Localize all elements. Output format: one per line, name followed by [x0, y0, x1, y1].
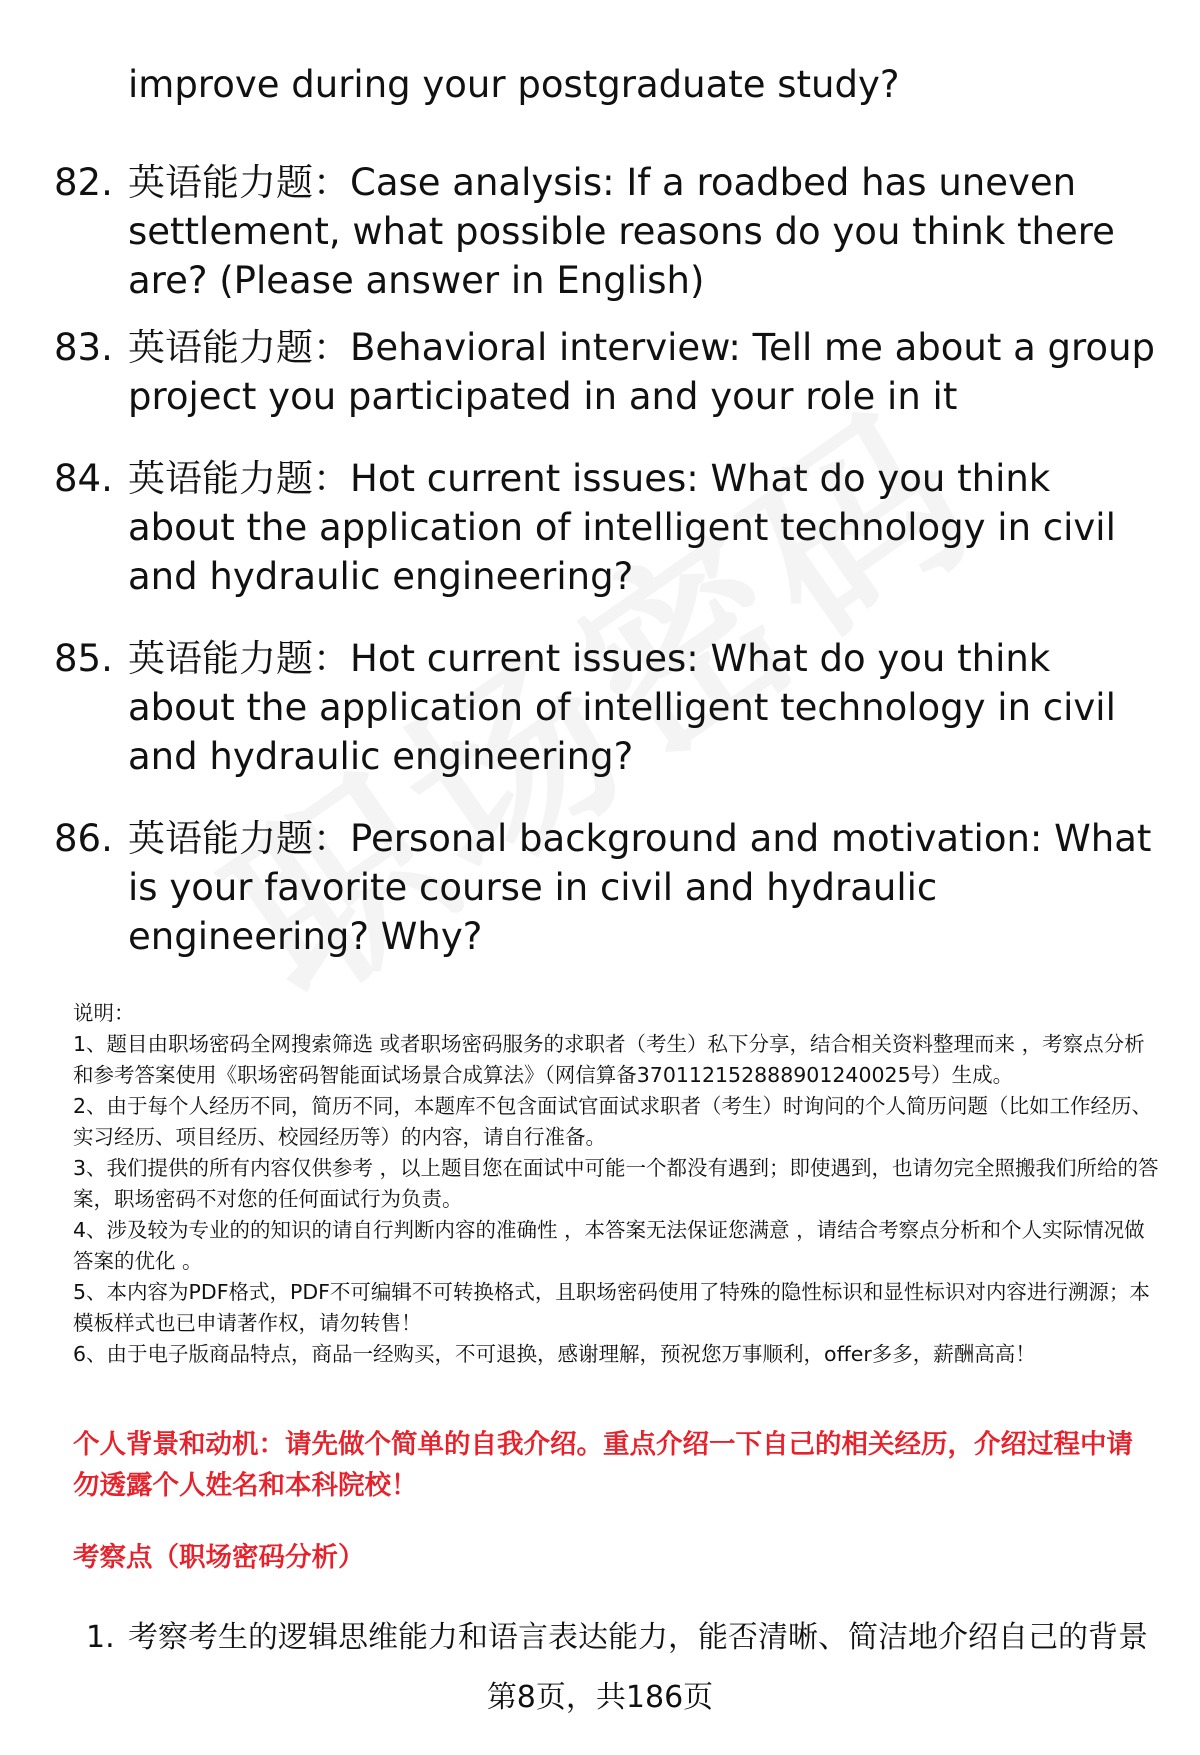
question-continued-text: improve during your postgraduate study? — [128, 63, 900, 106]
question-number: 86. — [54, 817, 113, 860]
notes-item: 5、本内容为PDF格式，PDF不可编辑不可转换格式，且职场密码使用了特殊的隐性标识和显性标识对内容进行溯源；本模板样式也已申请著作权，请勿转售！ — [73, 1280, 1150, 1335]
analysis-point-number: 1. — [86, 1620, 115, 1655]
analysis-title: 考察点（职场密码分析） — [73, 1542, 365, 1573]
notes-item: 1、题目由职场密码全网搜索筛选 或者职场密码服务的求职者（考生）私下分享，结合相关资料整理而来 ，考察点分析和参考答案使用《职场密码智能面试场景合成算法》（网信算备370112152888901240025号）生成。 — [73, 1032, 1145, 1087]
question-number: 83. — [54, 326, 113, 369]
section-heading: 个人背景和动机：请先做个简单的自我介绍。重点介绍一下自己的相关经历，介绍过程中请勿透露个人姓名和本科院校！ — [73, 1429, 1133, 1501]
notes-item: 2、由于每个人经历不同，简历不同，本题库不包含面试官面试求职者（考生）时询问的个人简历问题（比如工作经历、实习经历、项目经历、校园经历等）的内容，请自行准备。 — [73, 1094, 1153, 1149]
notes-item: 3、我们提供的所有内容仅供参考 ，以上题目您在面试中可能一个都没有遇到；即使遇到，也请勿完全照搬我们所给的答案，职场密码不对您的任何面试行为负责。 — [73, 1156, 1159, 1211]
question-text: 英语能力题：Case analysis: If a roadbed has uneven settlement, what possible reasons do you think there are? (Please answer in English) — [128, 161, 1115, 302]
question-text: 英语能力题：Personal background and motivation: What is your favorite course in civil and hydraulic engineering? Why? — [128, 817, 1152, 958]
question-number: 84. — [54, 457, 113, 500]
notes-section — [73, 998, 1159, 1370]
notes-title: 说明： — [73, 1001, 135, 1025]
question-number: 82. — [54, 161, 113, 204]
question-text: 英语能力题：Hot current issues: What do you think about the application of intelligent technology in civil and hydraulic engineering? — [128, 637, 1116, 778]
notes-item: 4、涉及较为专业的的知识的请自行判断内容的准确性 ，本答案无法保证您满意 ，请结合考察点分析和个人实际情况做答案的优化 。 — [73, 1218, 1145, 1273]
question-text: 英语能力题：Hot current issues: What do you think about the application of intelligent technology in civil and hydraulic engineering? — [128, 457, 1116, 598]
question-number: 85. — [54, 637, 113, 680]
question-text: 英语能力题：Behavioral interview: Tell me about a group project you participated in and your role in it — [128, 326, 1156, 418]
page-footer: 第8页，共186页 — [486, 1680, 714, 1715]
notes-item: 6、由于电子版商品特点，商品一经购买，不可退换，感谢理解，预祝您万事顺利，offer多多，薪酬高高！ — [73, 1342, 1036, 1366]
analysis-point-text: 考察考生的逻辑思维能力和语言表达能力，能否清晰、简洁地介绍自己的背景 — [128, 1620, 1148, 1655]
